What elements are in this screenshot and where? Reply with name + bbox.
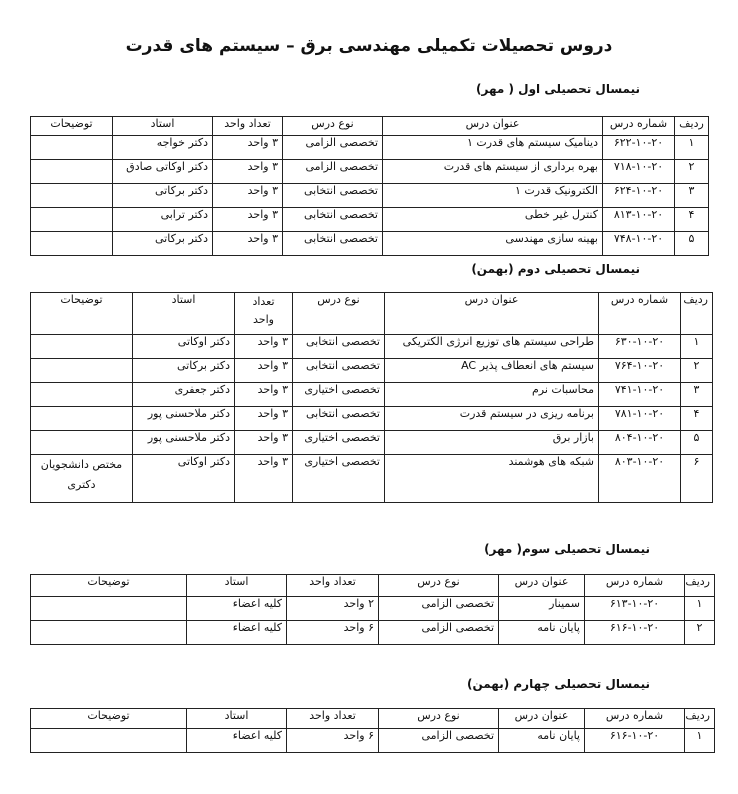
cell-number: ۶۲۲-۱۰-۲۰ — [603, 136, 675, 160]
cell-row: ۶ — [681, 455, 713, 503]
cell-professor: دکتر برکاتی — [113, 184, 213, 208]
cell-number: ۷۶۴-۱۰-۲۰ — [599, 359, 681, 383]
cell-units: ۳ واحد — [213, 184, 283, 208]
cell-type: تخصصی انتخابی — [283, 208, 383, 232]
cell-type: تخصصی انتخابی — [283, 184, 383, 208]
cell-row: ۴ — [675, 208, 709, 232]
cell-number: ۷۱۸-۱۰-۲۰ — [603, 160, 675, 184]
header-course-number: شماره درس — [603, 117, 675, 136]
cell-professor: دکتر ملاحسنی پور — [133, 407, 235, 431]
cell-professor: کلیه اعضاء — [187, 597, 287, 621]
header-row: ردیف — [675, 117, 709, 136]
cell-professor: کلیه اعضاء — [187, 729, 287, 753]
cell-type: تخصصی اختیاری — [293, 383, 385, 407]
cell-professor: دکتر جعفری — [133, 383, 235, 407]
cell-number: ۸۰۳-۱۰-۲۰ — [599, 455, 681, 503]
cell-title: طراحی سیستم های توزیع انرژی الکتریکی — [385, 335, 599, 359]
cell-row: ۲ — [685, 621, 715, 645]
table-row — [31, 455, 713, 503]
cell-units: ۳ واحد — [213, 160, 283, 184]
cell-professor: دکتر اوکاتی صادق — [113, 160, 213, 184]
cell-professor: دکتر برکاتی — [113, 232, 213, 256]
header-units: تعداد واحد — [213, 117, 283, 136]
cell-title: محاسبات نرم — [385, 383, 599, 407]
cell-title: برنامه ریزی در سیستم قدرت — [385, 407, 599, 431]
header-course-title: عنوان درس — [499, 575, 585, 597]
table-row — [31, 359, 713, 383]
cell-row: ۱ — [685, 597, 715, 621]
cell-number: ۶۲۴-۱۰-۲۰ — [603, 184, 675, 208]
cell-type: تخصصی الزامی — [379, 597, 499, 621]
table-header-row — [31, 709, 715, 729]
header-course-title: عنوان درس — [385, 293, 599, 335]
cell-notes — [31, 383, 133, 407]
header-course-type: نوع درس — [379, 709, 499, 729]
cell-notes — [31, 160, 113, 184]
cell-number: ۷۴۱-۱۰-۲۰ — [599, 383, 681, 407]
cell-notes — [31, 359, 133, 383]
semester-3-heading: نیمسال تحصیلی سوم( مهر) — [484, 542, 650, 556]
cell-type: تخصصی الزامی — [379, 729, 499, 753]
cell-professor: دکتر اوکاتی — [133, 455, 235, 503]
cell-notes — [31, 136, 113, 160]
cell-units: ۶ واحد — [287, 729, 379, 753]
cell-professor: دکتر ترابی — [113, 208, 213, 232]
cell-notes — [31, 184, 113, 208]
cell-units: ۳ واحد — [213, 136, 283, 160]
header-course-type: نوع درس — [293, 293, 385, 335]
cell-row: ۱ — [685, 729, 715, 753]
semester-2-heading: نیمسال تحصیلی دوم (بهمن) — [471, 262, 640, 276]
cell-notes — [31, 335, 133, 359]
table-row — [31, 621, 715, 645]
table-row — [31, 407, 713, 431]
table-row — [31, 136, 709, 160]
cell-title: دینامیک سیستم های قدرت ۱ — [383, 136, 603, 160]
cell-units: ۳ واحد — [235, 335, 293, 359]
header-course-number: شماره درس — [585, 709, 685, 729]
cell-type: تخصصی اختیاری — [293, 455, 385, 503]
cell-number: ۸۱۳-۱۰-۲۰ — [603, 208, 675, 232]
cell-type: تخصصی انتخابی — [293, 407, 385, 431]
cell-title: بهینه سازی مهندسی — [383, 232, 603, 256]
cell-number: ۶۱۶-۱۰-۲۰ — [585, 729, 685, 753]
cell-professor: دکتر ملاحسنی پور — [133, 431, 235, 455]
cell-notes — [31, 621, 187, 645]
cell-number: ۸۰۴-۱۰-۲۰ — [599, 431, 681, 455]
cell-row: ۴ — [681, 407, 713, 431]
table-header-row — [31, 293, 713, 335]
cell-title: پایان نامه — [499, 621, 585, 645]
header-notes: توضیحات — [31, 293, 133, 335]
header-units: تعداد واحد — [287, 709, 379, 729]
semester-1-table — [30, 116, 709, 256]
table-row — [31, 335, 713, 359]
cell-units: ۳ واحد — [213, 208, 283, 232]
cell-units: ۳ واحد — [213, 232, 283, 256]
cell-units: ۳ واحد — [235, 431, 293, 455]
cell-row: ۲ — [675, 160, 709, 184]
header-units — [235, 293, 293, 335]
header-row: ردیف — [685, 575, 715, 597]
semester-4-table — [30, 708, 715, 753]
cell-row: ۱ — [675, 136, 709, 160]
cell-number: ۷۴۸-۱۰-۲۰ — [603, 232, 675, 256]
cell-notes — [31, 407, 133, 431]
table-header-row — [31, 117, 709, 136]
cell-type: تخصصی انتخابی — [283, 232, 383, 256]
cell-row: ۳ — [681, 383, 713, 407]
cell-notes — [31, 431, 133, 455]
cell-type: تخصصی انتخابی — [293, 359, 385, 383]
cell-units: ۳ واحد — [235, 359, 293, 383]
semester-3-table — [30, 574, 715, 645]
header-professor: استاد — [113, 117, 213, 136]
cell-professor: کلیه اعضاء — [187, 621, 287, 645]
cell-number: ۶۱۳-۱۰-۲۰ — [585, 597, 685, 621]
table-header-row — [31, 575, 715, 597]
cell-row: ۵ — [675, 232, 709, 256]
header-course-number: شماره درس — [585, 575, 685, 597]
cell-title: شبکه های هوشمند — [385, 455, 599, 503]
table-row — [31, 232, 709, 256]
header-notes: توضیحات — [31, 117, 113, 136]
cell-units: ۲ واحد — [287, 597, 379, 621]
cell-row: ۵ — [681, 431, 713, 455]
semester-1-heading: نیمسال تحصیلی اول ( مهر) — [476, 82, 640, 96]
cell-row: ۱ — [681, 335, 713, 359]
cell-type: تخصصی الزامی — [283, 136, 383, 160]
cell-row: ۳ — [675, 184, 709, 208]
cell-title: الکترونیک قدرت ۱ — [383, 184, 603, 208]
header-units: تعداد واحد — [287, 575, 379, 597]
cell-row: ۲ — [681, 359, 713, 383]
cell-type: تخصصی الزامی — [283, 160, 383, 184]
header-course-number: شماره درس — [599, 293, 681, 335]
cell-notes: مختص دانشجویان دکتری — [31, 455, 133, 503]
cell-professor: دکتر اوکاتی — [133, 335, 235, 359]
cell-title: پایان نامه — [499, 729, 585, 753]
cell-units: ۶ واحد — [287, 621, 379, 645]
table-row — [31, 383, 713, 407]
cell-type: تخصصی اختیاری — [293, 431, 385, 455]
cell-title: کنترل غیر خطی — [383, 208, 603, 232]
cell-notes — [31, 597, 187, 621]
cell-notes — [31, 729, 187, 753]
header-notes: توضیحات — [31, 575, 187, 597]
header-course-type: نوع درس — [283, 117, 383, 136]
cell-professor: دکتر برکاتی — [133, 359, 235, 383]
cell-type: تخصصی انتخابی — [293, 335, 385, 359]
cell-notes — [31, 232, 113, 256]
header-row: ردیف — [685, 709, 715, 729]
semester-4-heading: نیمسال تحصیلی چهارم (بهمن) — [466, 677, 650, 691]
header-course-title: عنوان درس — [499, 709, 585, 729]
cell-title: بازار برق — [385, 431, 599, 455]
cell-notes — [31, 208, 113, 232]
header-units-line2: واحد — [253, 313, 274, 326]
table-row — [31, 729, 715, 753]
header-units-line1: تعداد — [252, 295, 275, 308]
table-row — [31, 597, 715, 621]
header-professor: استاد — [187, 709, 287, 729]
cell-units: ۳ واحد — [235, 455, 293, 503]
cell-units: ۳ واحد — [235, 383, 293, 407]
header-course-type: نوع درس — [379, 575, 499, 597]
cell-title: سمینار — [499, 597, 585, 621]
table-row — [31, 431, 713, 455]
header-course-title: عنوان درس — [383, 117, 603, 136]
table-row — [31, 160, 709, 184]
table-row — [31, 208, 709, 232]
cell-title: بهره برداری از سیستم های قدرت — [383, 160, 603, 184]
header-professor: استاد — [187, 575, 287, 597]
header-row: ردیف — [681, 293, 713, 335]
cell-number: ۶۳۰-۱۰-۲۰ — [599, 335, 681, 359]
cell-title: سیستم های انعطاف پذیر AC — [385, 359, 599, 383]
cell-units: ۳ واحد — [235, 407, 293, 431]
cell-number: ۷۸۱-۱۰-۲۰ — [599, 407, 681, 431]
cell-number: ۶۱۶-۱۰-۲۰ — [585, 621, 685, 645]
semester-2-table — [30, 292, 713, 503]
header-notes: توضیحات — [31, 709, 187, 729]
cell-type: تخصصی الزامی — [379, 621, 499, 645]
document-title: دروس تحصیلات تکمیلی مهندسی برق – سیستم های قدرت — [125, 36, 613, 56]
table-row — [31, 184, 709, 208]
header-professor: استاد — [133, 293, 235, 335]
cell-professor: دکتر خواجه — [113, 136, 213, 160]
